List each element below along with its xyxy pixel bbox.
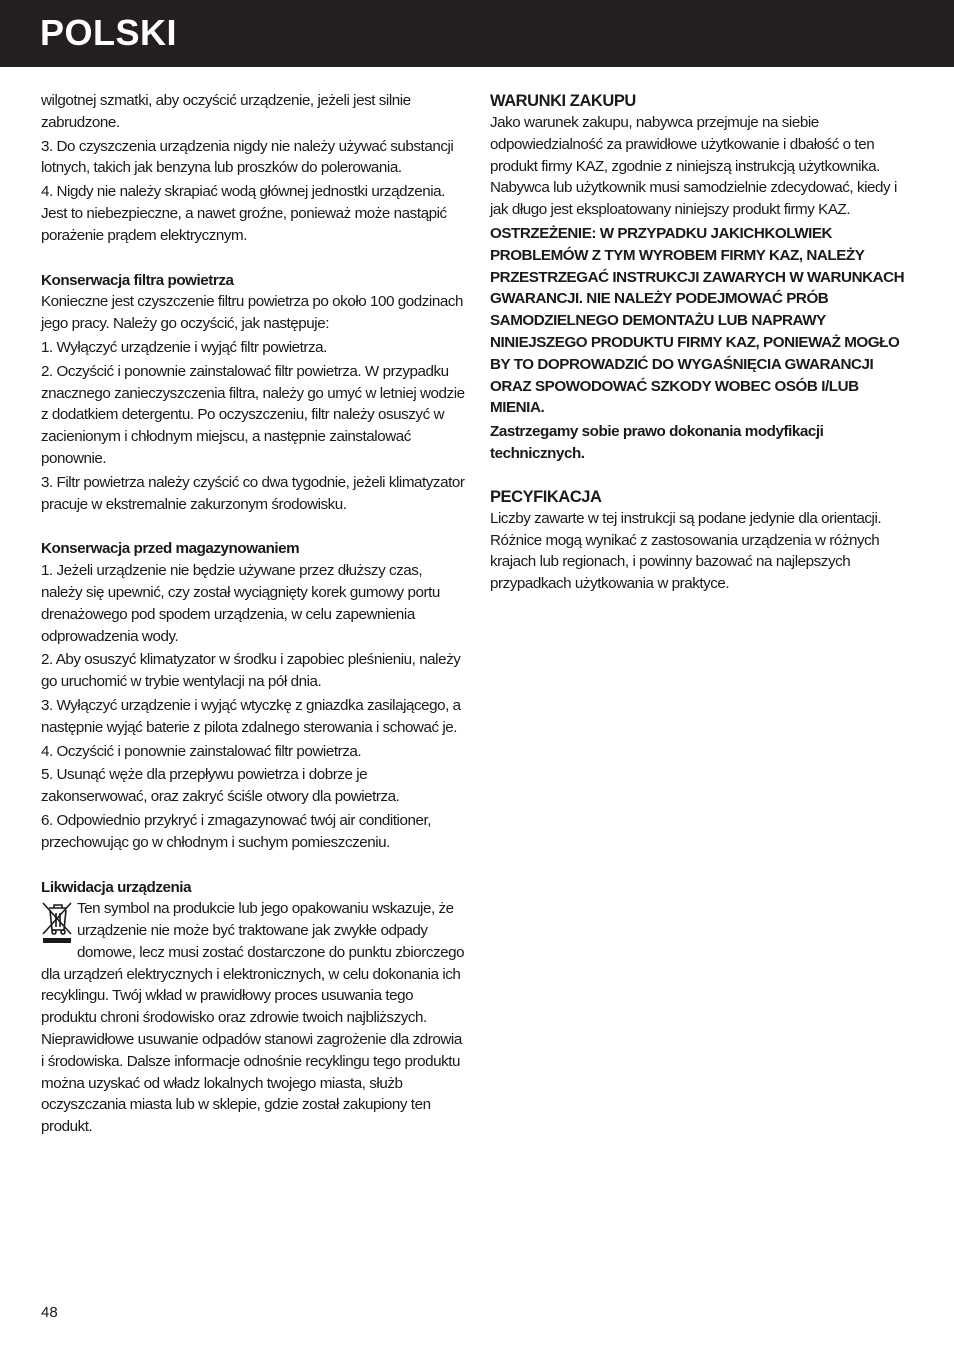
weee-crossed-bin-icon	[41, 900, 73, 944]
disposal-block	[41, 898, 467, 1138]
storage-paragraph: 2. Aby osuszyć klimatyzator w środku i zapobiec pleśnieniu, należy go uruchomić w trybie wentylacji na pół dnia.	[41, 651, 461, 691]
storage-paragraph: 5. Usunąć węże dla przepływu powietrza i dobrze je zakonserwować, oraz zakryć ściśle otwory dla powietrza.	[41, 766, 400, 806]
language-title: POLSKI	[40, 12, 178, 53]
spec-heading: PECYFIKACJA	[490, 487, 602, 506]
filter-paragraph: 3. Filtr powietrza należy czyścić co dwa tygodnie, jeżeli klimatyzator pracuje w ekstremalnie zakurzonym środowisku.	[41, 473, 465, 513]
disposal-heading: Likwidacja urządzenia	[41, 878, 192, 896]
right-column	[490, 90, 914, 597]
filter-paragraph: 1. Wyłączyć urządzenie i wyjąć filtr powietrza.	[41, 338, 327, 356]
intro-paragraph: wilgotnej szmatki, aby oczyścić urządzenie, jeżeli jest silnie zabrudzone.	[41, 92, 411, 131]
page-header	[0, 0, 954, 67]
reservation-text: Zastrzegamy sobie prawo dokonania modyfikacji technicznych.	[490, 423, 824, 462]
disposal-text: Ten symbol na produkcie lub jego opakowaniu wskazuje, że urządzenie nie może być traktowane jak zwykłe odpady domowe, lecz musi zostać dostarczone do punktu zbiorczego dla urządzeń elektrycznych i elektronicznych, w celu dokonania ich recyklingu. Twój wkład w prawidłowy proces usuwania tego produktu chroni środowisko oraz zdrowie twoich najbliższych. Nieprawidłowe usuwanie odpadów stanowi zagrożenie dla zdrowia i środowiska. Dalsze informacje odnośnie recyklingu tego produktu można uzyskać od władz lokalnych twojego miasta, służb oczyszczania miasta lub w sklepie, gdzie został zakupiony ten produkt.	[41, 900, 465, 1136]
purchase-text: Jako warunek zakupu, nabywca przejmuje na siebie odpowiedzialność za prawidłowe użytkowanie i dbałość o ten produkt firmy KAZ, zgodnie z niniejszą instrukcją użytkownika. Nabywca lub użytkownik musi samodzielnie zdecydować, kiedy i jak długo jest eksploatowany niniejszy produkt firmy KAZ.	[490, 114, 897, 219]
purchase-heading: WARUNKI ZAKUPU	[490, 92, 636, 110]
intro-paragraph: 3. Do czyszczenia urządzenia nigdy nie należy używać substancji lotnych, takich jak benzyna lub proszków do polerowania.	[41, 137, 454, 177]
spec-text: Liczby zawarte w tej instrukcji są podane jedynie dla orientacji. Różnice mogą wynikać z zastosowania urządzenia w różnych krajach lub regionach, i powinny bazować na najlepszych przypadkach użytkowania w praktyce.	[490, 509, 882, 593]
storage-paragraph: 1. Jeżeli urządzenie nie będzie używane przez dłuższy czas, należy się upewnić, czy został wyciągnięty korek gumowy portu drenażowego pod spodem urządzenia, w celu zapewnienia odprowadzenia wody.	[41, 562, 440, 645]
storage-paragraph: 3. Wyłączyć urządzenie i wyjąć wtyczkę z gniazdka zasilającego, a następnie wyjąć baterie z pilota zdalnego sterowania i schować je.	[41, 696, 461, 736]
intro-paragraph: 4. Nigdy nie należy skrapiać wodą głównej jednostki urządzenia. Jest to niebezpieczne, a nawet groźne, ponieważ może nastąpić porażenie prądem elektrycznym.	[41, 183, 447, 244]
filter-heading: Konserwacja filtra powietrza	[41, 271, 234, 289]
storage-paragraph: 4. Oczyścić i ponownie zainstalować filtr powietrza.	[41, 742, 362, 760]
warning-text: OSTRZEŻENIE: W PRZYPADKU JAKICHKOLWIEK PROBLEMÓW Z TYM WYROBEM FIRMY KAZ, NALEŻY PRZESTRZEGAĆ INSTRUKCJI ZAWARYCH W WARUNKACH GWARANCJI. NIE NALEŻY PODEJMOWAĆ PRÓB SAMODZIELNEGO DEMONTAŻU LUB NAPRAWY NINIEJSZEGO PRODUKTU FIRMY KAZ, PONIEWAŻ MOGŁO BY TO DOPROWADZIĆ DO WYGAŚNIĘCIA GWARANCJI ORAZ SPOWODOWAĆ SZKODY WOBEC OSÓB I/LUB MIENIA.	[490, 224, 905, 417]
filter-paragraph: Konieczne jest czyszczenie filtru powietrza po około 100 godzinach jego pracy. Należy go oczyścić, jak następuje:	[41, 293, 463, 333]
storage-heading: Konserwacja przed magazynowaniem	[41, 540, 300, 558]
storage-paragraph: 6. Odpowiednio przykryć i zmagazynować twój air conditioner, przechowując go w chłodnym i suchym pomieszczeniu.	[41, 811, 432, 851]
left-column	[41, 90, 467, 1140]
page-number: 48	[41, 1304, 58, 1321]
filter-paragraph: 2. Oczyścić i ponownie zainstalować filtr powietrza. W przypadku znacznego zanieczyszczenia filtra, należy go umyć w letniej wodzie z dodatkiem detergentu. Po oczyszczeniu, filtr należy osuszyć w zacienionym i chłodnym miejscu, a następnie zainstalować ponownie.	[41, 362, 465, 467]
